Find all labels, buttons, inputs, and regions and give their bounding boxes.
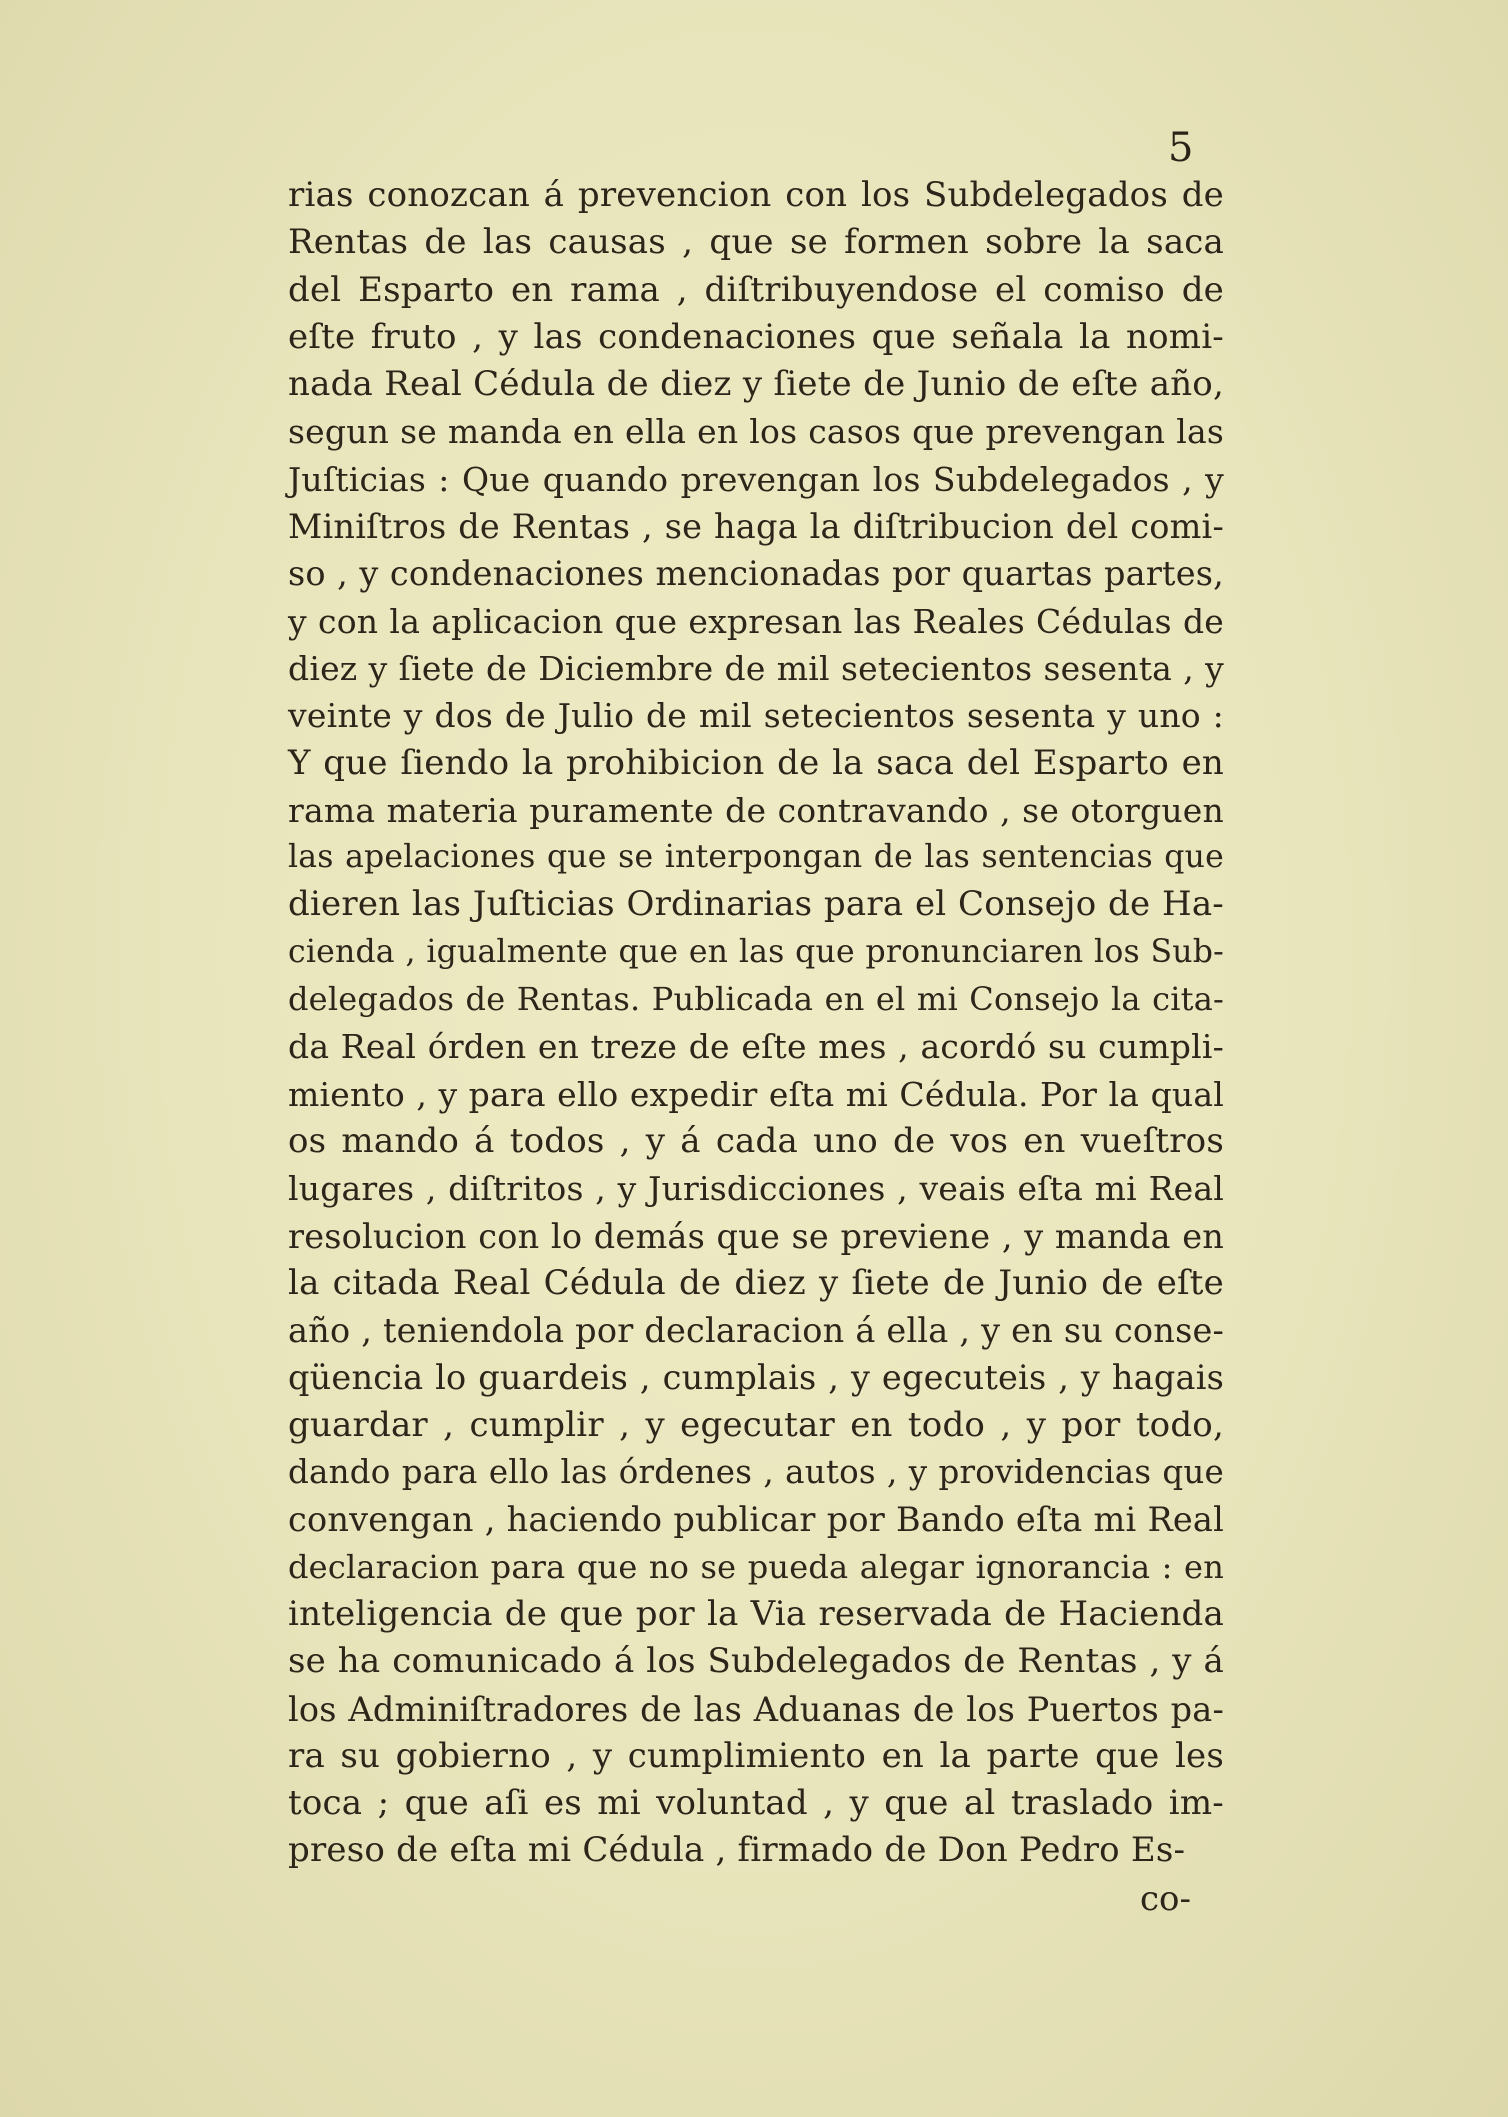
text-line: qüencia lo guardeis , cumplais , y egecuteis , y hagais xyxy=(288,1358,1224,1398)
catchword: co- xyxy=(1140,1879,1191,1919)
text-line: del Esparto en rama , diſtribuyendose el comiso de xyxy=(288,269,1224,310)
text-line: da Real órden en treze de eſte mes , acordó su cumpli- xyxy=(288,1027,1224,1067)
body-text xyxy=(288,172,1224,1875)
text-line: Miniſtros de Rentas , se haga la diſtribucion del comi- xyxy=(288,507,1224,547)
text-line: resolucion con lo demás que se previene , y manda en xyxy=(288,1216,1224,1256)
text-line: segun se manda en ella en los casos que prevengan las xyxy=(288,412,1224,452)
text-line: toca ; que aſi es mi voluntad , y que al traslado im- xyxy=(288,1783,1224,1824)
text-line: delegados de Rentas. Publicada en el mi Consejo la cita- xyxy=(288,980,1224,1019)
text-line: so , y condenaciones mencionadas por quartas partes, xyxy=(288,554,1224,594)
text-line: veinte y dos de Julio de mil setecientos sesenta y uno : xyxy=(288,696,1224,736)
text-line: nada Real Cédula de diez y ſiete de Junio de eſte año, xyxy=(288,364,1224,405)
text-line: lugares , diſtritos , y Jurisdicciones , veais eſta mi Real xyxy=(288,1169,1224,1209)
text-line: se ha comunicado á los Subdelegados de Rentas , y á xyxy=(288,1641,1224,1682)
text-line: declaracion para que no se pueda alegar ignorancia : en xyxy=(288,1547,1224,1586)
text-line: rama materia puramente de contravando , se otorguen xyxy=(288,790,1224,830)
text-line: miento , y para ello expedir eſta mi Cédula. Por la qual xyxy=(288,1074,1224,1114)
text-line: ra su gobierno , y cumplimiento en la parte que les xyxy=(288,1735,1224,1776)
text-line: y con la aplicacion que expresan las Reales Cédulas de xyxy=(288,601,1224,641)
text-line: inteligencia de que por la Via reservada de Hacienda xyxy=(288,1593,1224,1634)
text-line: año , teniendola por declaracion á ella , y en su conse- xyxy=(288,1311,1224,1351)
text-line: os mando á todos , y á cada uno de vos en vueſtros xyxy=(288,1120,1224,1161)
text-line: rias conozcan á prevencion con los Subdelegados de xyxy=(288,175,1224,215)
text-line: Y que ſiendo la prohibicion de la saca del Esparto en xyxy=(288,742,1224,783)
page-number: 5 xyxy=(1168,125,1194,171)
text-line: dando para ello las órdenes , autos , y providencias que xyxy=(288,1453,1224,1492)
text-line: eſte fruto , y las condenaciones que señala la nomi- xyxy=(288,316,1224,357)
text-line: las apelaciones que se interpongan de las sentencias que xyxy=(288,839,1224,876)
text-line: cienda , igualmente que en las que pronunciaren los Sub- xyxy=(288,933,1224,970)
text-line: preso de eſta mi Cédula , firmado de Don Pedro Es- xyxy=(288,1830,1186,1871)
text-line: la citada Real Cédula de diez y ſiete de Junio de eſte xyxy=(288,1262,1224,1303)
text-line: los Adminiſtradores de las Aduanas de los Puertos pa- xyxy=(288,1689,1224,1729)
text-line: convengan , haciendo publicar por Bando eſta mi Real xyxy=(288,1500,1224,1540)
text-line: diez y ſiete de Diciembre de mil setecientos sesenta , y xyxy=(288,648,1224,688)
text-line: Juſticias : Que quando prevengan los Subdelegados , y xyxy=(288,459,1224,499)
text-line: dieren las Juſticias Ordinarias para el Consejo de Ha- xyxy=(288,884,1224,925)
text-line: guardar , cumplir , y egecutar en todo , y por todo, xyxy=(288,1404,1224,1445)
text-line: Rentas de las causas , que se formen sobre la saca xyxy=(288,222,1224,263)
